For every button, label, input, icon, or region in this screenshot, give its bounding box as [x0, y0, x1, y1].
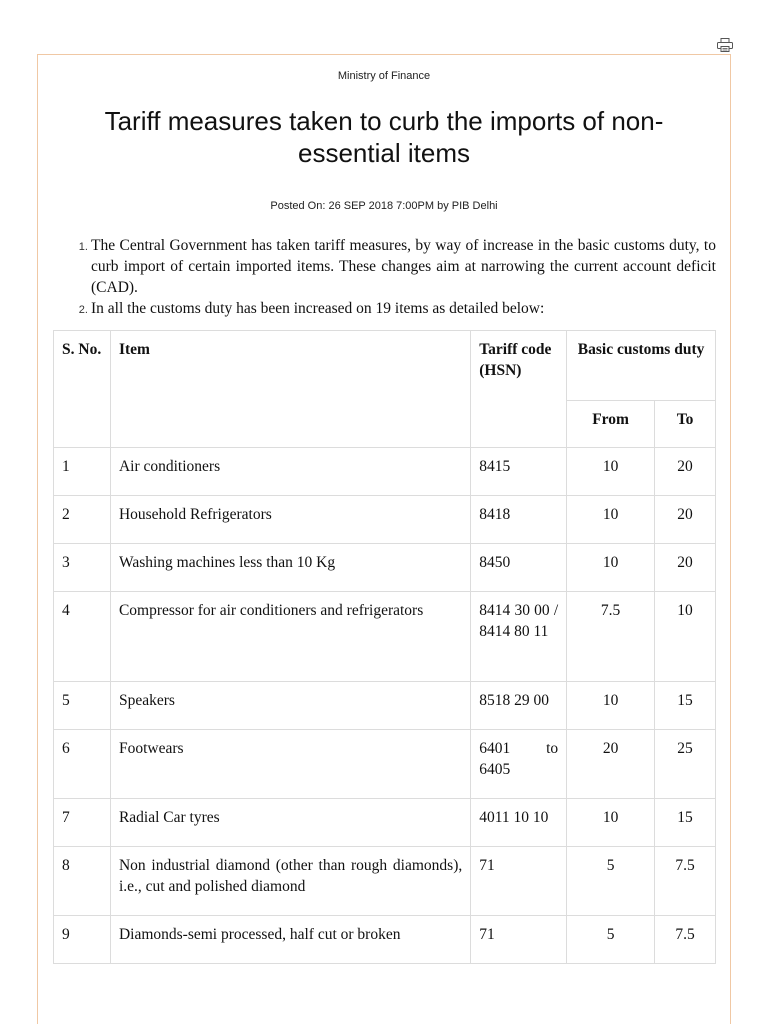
table-row: [54, 730, 716, 799]
cell-item: Washing machines less than 10 Kg: [110, 544, 470, 592]
cell-item: Household Refrigerators: [110, 496, 470, 544]
table-row: [54, 682, 716, 730]
cell-to: 20: [655, 448, 716, 496]
cell-from: 10: [567, 799, 655, 847]
cell-code: 8414 30 00 / 8414 80 11: [471, 592, 567, 682]
table-row: [54, 544, 716, 592]
header-to: To: [655, 401, 716, 448]
cell-sno: 4: [54, 592, 111, 682]
cell-to: 20: [655, 496, 716, 544]
cell-item: Compressor for air conditioners and refrigerators: [110, 592, 470, 682]
posted-date: Posted On: 26 SEP 2018 7:00PM by PIB Delhi: [270, 200, 498, 212]
cell-sno: 5: [54, 682, 111, 730]
cell-to: 15: [655, 799, 716, 847]
header-sno: S. No.: [54, 331, 111, 448]
cell-code: 6401 to 6405: [471, 730, 567, 799]
cell-from: 7.5: [567, 592, 655, 682]
cell-code: 8418: [471, 496, 567, 544]
cell-sno: 9: [54, 916, 111, 964]
page-title: Tariff measures taken to curb the imports of non-essential items: [104, 106, 664, 168]
cell-sno: 2: [54, 496, 111, 544]
list-item: 2. In all the customs duty has been increased on 19 items as detailed below:: [91, 298, 716, 319]
list-item: 1. The Central Government has taken tariff measures, by way of increase in the basic customs duty, to curb import of certain imported items. These changes aim at narrowing the current account deficit (CAD).: [91, 235, 716, 298]
table-row: [54, 448, 716, 496]
cell-item: Speakers: [110, 682, 470, 730]
table-row: [54, 592, 716, 682]
cell-item: Radial Car tyres: [110, 799, 470, 847]
cell-sno: 1: [54, 448, 111, 496]
cell-from: 20: [567, 730, 655, 799]
cell-from: 10: [567, 544, 655, 592]
duty-table: [53, 330, 716, 964]
table-row: [54, 799, 716, 847]
ministry-name: Ministry of Finance: [337, 70, 431, 82]
cell-item: Diamonds-semi processed, half cut or broken: [110, 916, 470, 964]
cell-code: 8518 29 00: [471, 682, 567, 730]
cell-to: 10: [655, 592, 716, 682]
cell-code: 71: [471, 847, 567, 916]
cell-from: 10: [567, 682, 655, 730]
header-duty: Basic customs duty: [567, 331, 716, 401]
cell-item: Non industrial diamond (other than rough diamonds), i.e., cut and polished diamond: [110, 847, 470, 916]
cell-item: Air conditioners: [110, 448, 470, 496]
cell-sno: 6: [54, 730, 111, 799]
cell-from: 10: [567, 448, 655, 496]
cell-to: 7.5: [655, 847, 716, 916]
cell-from: 10: [567, 496, 655, 544]
cell-from: 5: [567, 847, 655, 916]
table-row: [54, 496, 716, 544]
printer-icon[interactable]: [717, 38, 733, 52]
points-list: [70, 235, 716, 319]
cell-sno: 8: [54, 847, 111, 916]
cell-sno: 7: [54, 799, 111, 847]
table-row: [54, 916, 716, 964]
cell-code: 8415: [471, 448, 567, 496]
cell-code: 8450: [471, 544, 567, 592]
cell-item: Footwears: [110, 730, 470, 799]
cell-to: 15: [655, 682, 716, 730]
header-item: Item: [110, 331, 470, 448]
header-tariff: Tariff code (HSN): [471, 331, 567, 448]
table-row: [54, 847, 716, 916]
header-from: From: [567, 401, 655, 448]
cell-from: 5: [567, 916, 655, 964]
cell-sno: 3: [54, 544, 111, 592]
cell-code: 71: [471, 916, 567, 964]
cell-code: 4011 10 10: [471, 799, 567, 847]
cell-to: 25: [655, 730, 716, 799]
cell-to: 20: [655, 544, 716, 592]
cell-to: 7.5: [655, 916, 716, 964]
